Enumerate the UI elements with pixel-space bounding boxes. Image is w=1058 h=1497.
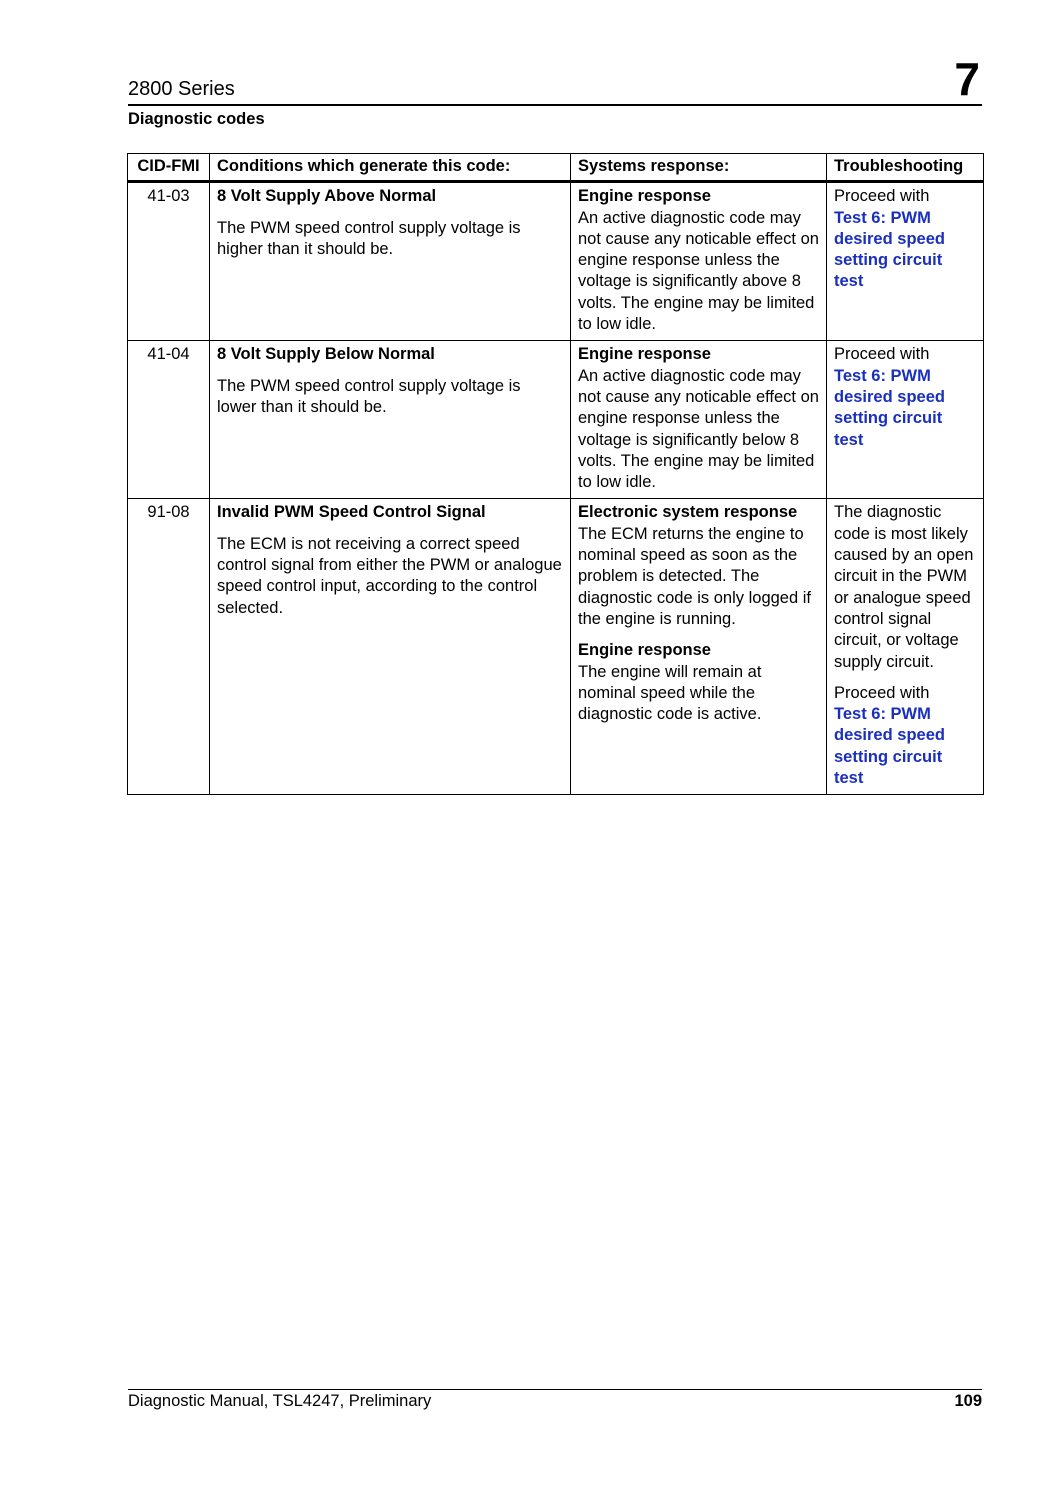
proceed-text: Proceed with xyxy=(834,187,930,206)
conditions-cell xyxy=(210,341,571,499)
response-text: An active diagnostic code may not cause any noticable effect on engine response unless the voltage is significantly above 8 volts. The engine may be limited to low idle. xyxy=(578,208,819,334)
test-6-link[interactable]: Test 6: PWM desired speed setting circuit test xyxy=(834,208,945,291)
response-title: Engine response xyxy=(578,641,711,660)
condition-title: Invalid PWM Speed Control Signal xyxy=(217,503,486,522)
table-row xyxy=(128,182,984,341)
systems-response-cell xyxy=(571,499,827,795)
manual-title: Diagnostic Manual, TSL4247, Preliminary xyxy=(128,1392,432,1410)
condition-title: 8 Volt Supply Above Normal xyxy=(217,187,437,206)
troubleshooting-text: The diagnostic code is most likely caused by an open circuit in the PWM or analogue speed control signal circuit, or voltage supply circuit. xyxy=(834,503,974,671)
page-number: 109 xyxy=(954,1392,982,1410)
cid-fmi-cell: 41-04 xyxy=(128,341,210,499)
test-6-link[interactable]: Test 6: PWM desired speed setting circuit test xyxy=(834,366,945,449)
test-6-link[interactable]: Test 6: PWM desired speed setting circuit test xyxy=(834,705,945,788)
page-header xyxy=(128,53,982,106)
diagnostic-codes-table xyxy=(127,153,984,795)
condition-text: The PWM speed control supply voltage is higher than it should be. xyxy=(217,218,521,258)
response-block xyxy=(578,186,819,335)
column-header-troubleshooting: Troubleshooting xyxy=(827,154,984,182)
response-block xyxy=(578,640,819,725)
systems-response-cell xyxy=(571,341,827,499)
response-block xyxy=(578,502,819,630)
response-text: An active diagnostic code may not cause any noticable effect on engine response unless the voltage is significantly below 8 volts. The engine may be limited to low idle. xyxy=(578,366,819,492)
table-header-row xyxy=(128,154,984,182)
response-text: The ECM returns the engine to nominal speed as soon as the problem is detected. The diagnostic code is only logged if the engine is running. xyxy=(578,524,811,628)
cid-fmi-cell: 91-08 xyxy=(128,499,210,795)
table-row xyxy=(128,499,984,795)
troubleshooting-cell xyxy=(827,341,984,499)
response-block xyxy=(578,344,819,493)
response-title: Engine response xyxy=(578,345,711,364)
condition-text: The ECM is not receiving a correct speed control signal from either the PWM or analogue speed control input, according to the control selected. xyxy=(217,534,562,617)
troubleshooting-cell xyxy=(827,182,984,341)
chapter-number: 7 xyxy=(954,53,980,105)
column-header-cid-fmi: CID-FMI xyxy=(128,154,210,182)
cid-fmi-cell: 41-03 xyxy=(128,182,210,341)
response-text: The engine will remain at nominal speed while the diagnostic code is active. xyxy=(578,662,762,724)
proceed-text: Proceed with xyxy=(834,345,930,364)
troubleshooting-cell xyxy=(827,499,984,795)
section-title: Diagnostic codes xyxy=(128,110,265,128)
table-row xyxy=(128,341,984,499)
proceed-text: Proceed with xyxy=(834,683,930,702)
column-header-systems-response: Systems response: xyxy=(571,154,827,182)
condition-text: The PWM speed control supply voltage is lower than it should be. xyxy=(217,376,521,416)
page-footer xyxy=(128,1389,982,1410)
response-title: Engine response xyxy=(578,187,711,206)
conditions-cell xyxy=(210,182,571,341)
conditions-cell xyxy=(210,499,571,795)
series-title: 2800 Series xyxy=(128,78,235,100)
condition-title: 8 Volt Supply Below Normal xyxy=(217,345,435,364)
systems-response-cell xyxy=(571,182,827,341)
response-title: Electronic system response xyxy=(578,503,798,522)
column-header-conditions: Conditions which generate this code: xyxy=(210,154,571,182)
